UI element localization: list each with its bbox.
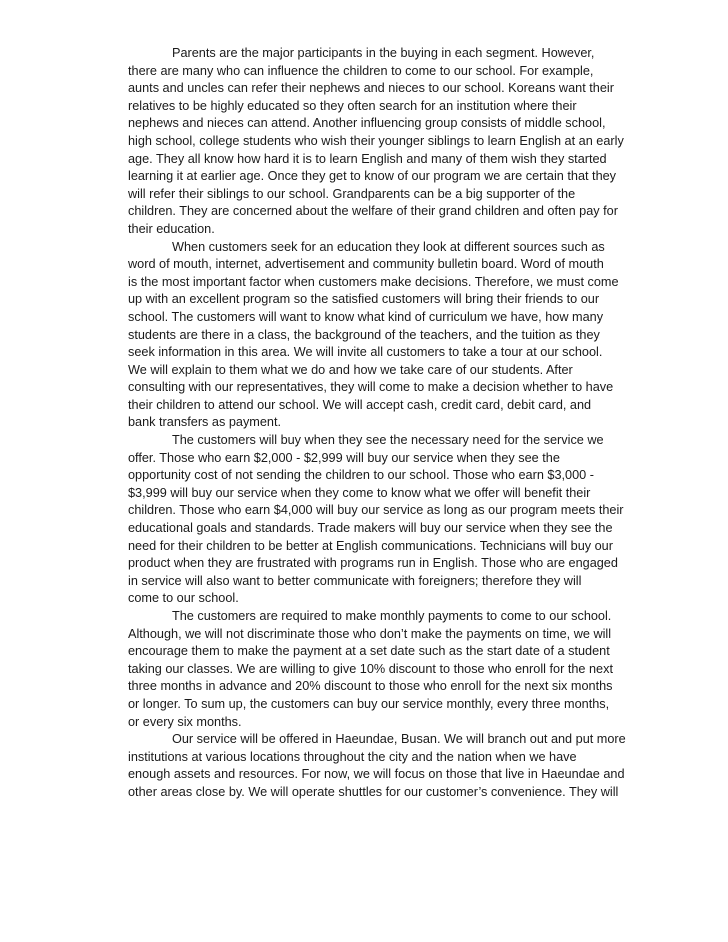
text-line: consulting with our representatives, they will come to make a decision whether to have <box>128 380 614 395</box>
text-line: Although, we will not discriminate those who don’t make the payments on time, we will <box>128 626 612 641</box>
text-line: three months in advance and 20% discount to those who enroll for the next six months <box>128 679 613 694</box>
text-line: institutions at various locations throughout the city and the nation when we have <box>128 749 577 764</box>
paragraph-location <box>128 731 648 801</box>
paragraph-buyers <box>128 45 648 239</box>
text-line: seek information in this area. We will invite all customers to take a tour at our school. <box>128 345 603 360</box>
text-line: or every six months. <box>128 714 242 729</box>
text-line: will refer their siblings to our school. Grandparents can be a big supporter of the <box>128 186 576 201</box>
text-line: need for their children to be better at English communications. Technicians will buy our <box>128 538 613 553</box>
paragraph-information-sources <box>128 239 648 433</box>
text-line: children. They are concerned about the welfare of their grand children and often pay for <box>128 204 618 219</box>
text-line: students are there in a class, the background of the teachers, and the tuition as they <box>128 327 600 342</box>
text-line: is the most important factor when customers make decisions. Therefore, we must come <box>128 274 619 289</box>
text-line: age. They all know how hard it is to learn English and many of them wish they started <box>128 151 607 166</box>
text-line: offer. Those who earn $2,000 - $2,999 will buy our service when they see the <box>128 450 560 465</box>
text-line: relatives to be highly educated so they often search for an institution where their <box>128 98 577 113</box>
text-line: their children to attend our school. We will accept cash, credit card, debit card, and <box>128 397 592 412</box>
text-line: opportunity cost of not sending the children to our school. Those who earn $3,000 - <box>128 468 594 483</box>
paragraph-payments <box>128 608 648 731</box>
text-line: school. The customers will want to know what kind of curriculum we have, how many <box>128 309 604 324</box>
document-body <box>128 45 648 802</box>
text-line: taking our classes. We are willing to give 10% discount to those who enroll for the next <box>128 661 613 676</box>
text-line: there are many who can influence the children to come to our school. For example, <box>128 63 594 78</box>
text-line: learning it at earlier age. Once they get to know of our program we are certain that they <box>128 169 617 184</box>
paragraph-purchase-motivation <box>128 432 648 608</box>
text-line: The customers are required to make monthly payments to come to our school. <box>172 609 612 623</box>
text-line: children. Those who earn $4,000 will buy our service as long as our program meets their <box>128 503 624 518</box>
text-line: high school, college students who wish their younger siblings to learn English at an early <box>128 133 624 148</box>
text-line: Our service will be offered in Haeundae, Busan. We will branch out and put more <box>172 732 626 747</box>
text-line: educational goals and standards. Trade makers will buy our service when they see the <box>128 521 613 536</box>
text-line: in service will also want to better communicate with foreigners; therefore they will <box>128 573 582 588</box>
text-line: nephews and nieces can attend. Another influencing group consists of middle school, <box>128 116 606 131</box>
text-line: their education. <box>128 221 215 236</box>
text-line: other areas close by. We will operate shuttles for our customer’s convenience. They will <box>128 784 619 799</box>
text-line: Parents are the major participants in the buying in each segment. However, <box>172 46 595 60</box>
text-line: We will explain to them what we do and how we take care of our students. After <box>128 362 573 377</box>
text-line: bank transfers as payment. <box>128 415 282 430</box>
text-line: The customers will buy when they see the necessary need for the service we <box>172 433 604 448</box>
text-line: up with an excellent program so the satisfied customers will bring their friends to our <box>128 292 600 307</box>
text-line: When customers seek for an education they look at different sources such as <box>172 239 605 254</box>
text-line: word of mouth, internet, advertisement and community bulletin board. Word of mouth <box>128 257 604 272</box>
text-line: encourage them to make the payment at a set date such as the start date of a student <box>128 644 610 659</box>
text-line: enough assets and resources. For now, we will focus on those that live in Haeundae and <box>128 767 625 782</box>
text-line: product when they are frustrated with programs run in English. Those who are engaged <box>128 556 618 571</box>
text-line: aunts and uncles can refer their nephews and nieces to our school. Koreans want their <box>128 81 614 96</box>
text-line: come to our school. <box>128 591 239 606</box>
text-line: or longer. To sum up, the customers can buy our service monthly, every three months, <box>128 696 610 711</box>
text-line: $3,999 will buy our service when they come to know what we offer will benefit their <box>128 485 591 500</box>
